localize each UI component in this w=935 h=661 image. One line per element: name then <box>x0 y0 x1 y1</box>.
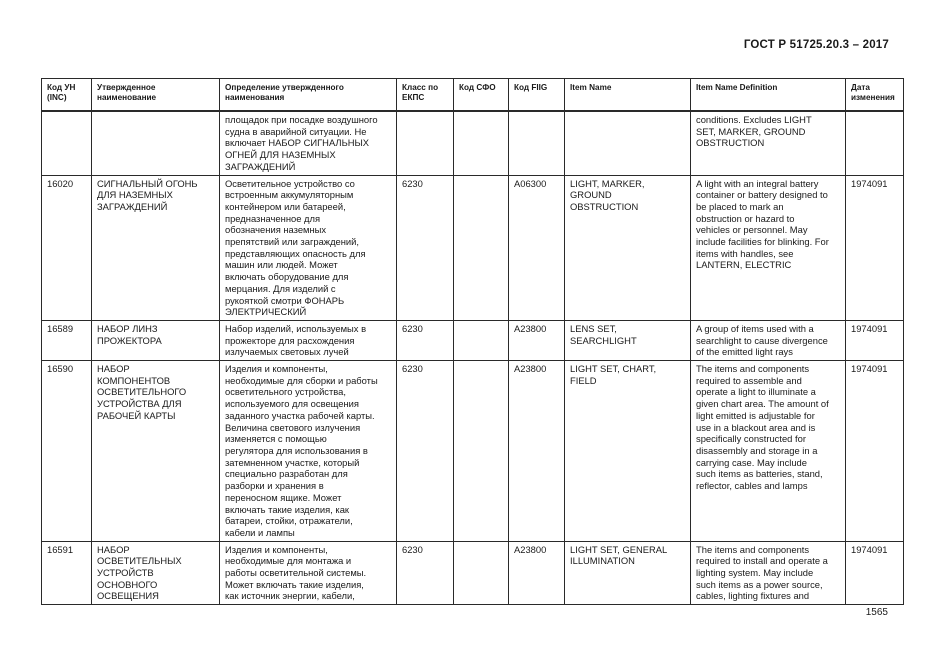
cell-item-name: LENS SET, SEARCHLIGHT <box>565 320 691 360</box>
cell-approved-name: НАБОР ЛИНЗ ПРОЖЕКТОРА <box>92 320 220 360</box>
cell-fiig-code: A23800 <box>509 361 565 542</box>
table-row <box>42 320 904 360</box>
cell-definition: площадок при посадке воздушного судна в аварийной ситуации. Не включает НАБОР СИГНАЛЬНЫХ ОГНЕЙ ДЛЯ НАЗЕМНЫХ ЗАГРАЖДЕНИЙ <box>220 111 397 175</box>
cell-approved-name: НАБОР ОСВЕТИТЕЛЬНЫХ УСТРОЙСТВ ОСНОВНОГО ОСВЕЩЕНИЯ <box>92 541 220 605</box>
cell-ekps-class <box>397 111 454 175</box>
cell-fiig-code: A23800 <box>509 320 565 360</box>
cell-approved-name: НАБОР КОМПОНЕНТОВ ОСВЕТИТЕЛЬНОГО УСТРОЙСТВА ДЛЯ РАБОЧЕЙ КАРТЫ <box>92 361 220 542</box>
page-number: 1565 <box>865 607 888 618</box>
cell-sfo-code <box>454 320 509 360</box>
cell-item-name-definition: The items and components required to assemble and operate a light to illuminate a given chart area. The amount of light emitted is adjustable for use in a blackout area and is specifically constructed for disassembly and storage in a carrying case. May include such items as batteries, stand, reflector, cables and lamps <box>691 361 846 542</box>
cell-fiig-code: A23800 <box>509 541 565 605</box>
header-sfo-code: Код СФО <box>454 79 509 112</box>
cell-fiig-code <box>509 111 565 175</box>
cell-ekps-class: 6230 <box>397 175 454 320</box>
cell-item-name-definition: conditions. Excludes LIGHT SET, MARKER, GROUND OBSTRUCTION <box>691 111 846 175</box>
header-ekps-class: Класс по ЕКПС <box>397 79 454 112</box>
cell-change-date: 1974091 <box>846 541 904 605</box>
cell-ekps-class: 6230 <box>397 320 454 360</box>
cell-item-name-definition: The items and components required to install and operate a lighting system. May include such items as a power source, cables, lighting fixtures and <box>691 541 846 605</box>
cell-sfo-code <box>454 111 509 175</box>
table-row <box>42 111 904 175</box>
cell-change-date: 1974091 <box>846 175 904 320</box>
table-row <box>42 541 904 605</box>
cell-change-date: 1974091 <box>846 361 904 542</box>
cell-inc: 16589 <box>42 320 92 360</box>
cell-change-date <box>846 111 904 175</box>
header-inc: Код УН (INC) <box>42 79 92 112</box>
cell-ekps-class: 6230 <box>397 541 454 605</box>
header-item-name-definition: Item Name Definition <box>691 79 846 112</box>
cell-item-name: LIGHT SET, CHART, FIELD <box>565 361 691 542</box>
catalog-table <box>41 78 904 605</box>
cell-fiig-code: A06300 <box>509 175 565 320</box>
cell-item-name-definition: A group of items used with a searchlight to cause divergence of the emitted light rays <box>691 320 846 360</box>
cell-sfo-code <box>454 541 509 605</box>
cell-definition: Изделия и компоненты, необходимые для сборки и работы осветительного устройства, используемого для освещения заданного участка рабочей карты. Величина светового излучения изменяется с помощью регулятора для использования в затемненном участке, который специально разработан для разборки и хранения в переносном ящике. Может включать такие изделия, как батареи, стойки, отражатели, кабели и лампы <box>220 361 397 542</box>
document-code: ГОСТ Р 51725.20.3 – 2017 <box>743 39 889 51</box>
cell-definition: Изделия и компоненты, необходимые для монтажа и работы осветительной системы. Может включать такие изделия, как источник энергии, кабели, <box>220 541 397 605</box>
header-change-date: Дата изменения <box>846 79 904 112</box>
cell-item-name-definition: A light with an integral battery container or battery designed to be placed to mark an obstruction or hazard to vehicles or personnel. May include facilities for blinking. For items with handles, see LANTERN, ELECTRIC <box>691 175 846 320</box>
cell-item-name: LIGHT SET, GENERAL ILLUMINATION <box>565 541 691 605</box>
table-row <box>42 361 904 542</box>
cell-approved-name: СИГНАЛЬНЫЙ ОГОНЬ ДЛЯ НАЗЕМНЫХ ЗАГРАЖДЕНИЙ <box>92 175 220 320</box>
cell-definition: Набор изделий, используемых в прожекторе для расхождения излучаемых световых лучей <box>220 320 397 360</box>
table-header-row <box>42 79 904 112</box>
cell-inc <box>42 111 92 175</box>
header-definition: Определение утвержденного наименования <box>220 79 397 112</box>
cell-item-name: LIGHT, MARKER, GROUND OBSTRUCTION <box>565 175 691 320</box>
cell-inc: 16591 <box>42 541 92 605</box>
cell-sfo-code <box>454 175 509 320</box>
header-fiig-code: Код FIIG <box>509 79 565 112</box>
cell-inc: 16020 <box>42 175 92 320</box>
cell-approved-name <box>92 111 220 175</box>
cell-inc: 16590 <box>42 361 92 542</box>
header-approved-name: Утвержденное наименование <box>92 79 220 112</box>
cell-change-date: 1974091 <box>846 320 904 360</box>
cell-ekps-class: 6230 <box>397 361 454 542</box>
cell-definition: Осветительное устройство со встроенным аккумуляторным контейнером или батареей, предназначенное для обозначения наземных препятствий или заграждений, представляющих опасность для машин или людей. Может включать оборудование для мерцания. Для изделий с рукояткой смотри ФОНАРЬ ЭЛЕКТРИЧЕСКИЙ <box>220 175 397 320</box>
cell-item-name <box>565 111 691 175</box>
header-item-name: Item Name <box>565 79 691 112</box>
table-row <box>42 175 904 320</box>
cell-sfo-code <box>454 361 509 542</box>
